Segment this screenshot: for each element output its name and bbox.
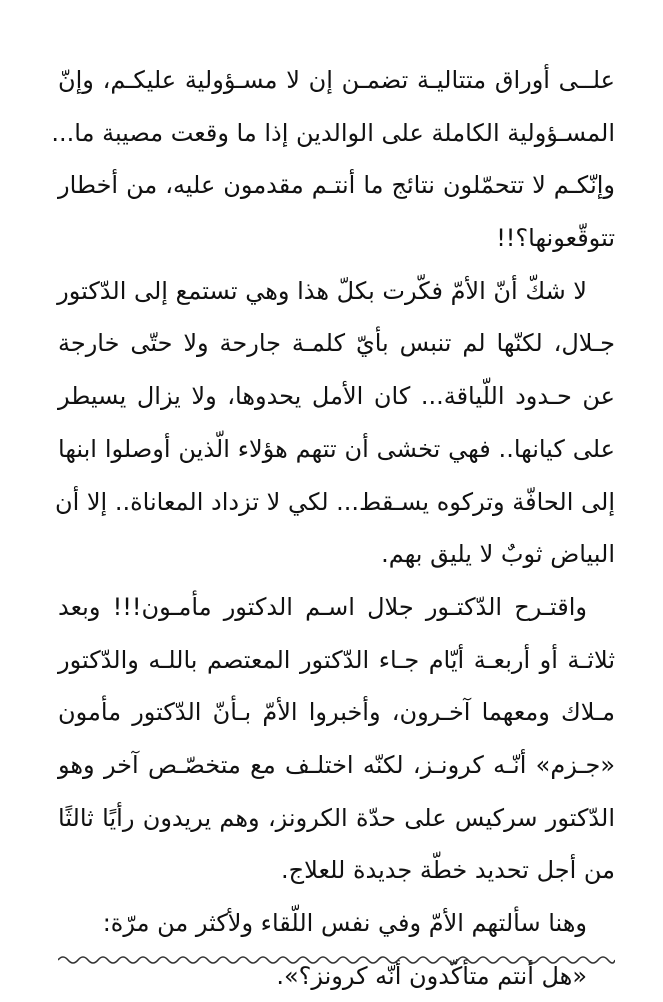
text-line: لا شكّ أنّ الأمّ فكّرت بكلّ هذا وهي تستمع إلى الدّكتور bbox=[57, 276, 587, 305]
text-line: مـلاك ومعهما آخـرون، وأخبروا الأمّ بـأنّ الدّكتور مأمون bbox=[58, 698, 615, 727]
text-line: الدّكتور سركيس على حدّة الكرونز، وهم يريدون رأيًا ثالثًا bbox=[58, 803, 615, 832]
text-line: إلى الحافّة وتركوه يسـقط... لكي لا تزداد المعاناة.. إلا أن bbox=[54, 487, 615, 516]
text-line: عن حـدود اللّياقة... كان الأمل يحدوها، ولا يزال يسيطر bbox=[58, 382, 615, 411]
text-line: واقتـرح الدّكتـور جلال اسـم الدكتور مأمـون!!! وبعد bbox=[58, 592, 587, 621]
text-line: تتوقّعونها؟!! bbox=[496, 224, 615, 253]
text-line: «هل أنتم متأكّدون أنّه كرونز؟». bbox=[276, 961, 587, 990]
body-text bbox=[51, 54, 615, 1002]
text-line: «جـزم» أنّـه كرونـز، لكنّه اختلـف مع متخصّـص آخر وهو bbox=[58, 750, 615, 779]
text-line: وهنا سألتهم الأمّ وفي نفس اللّقاء ولأكثر من مرّة: bbox=[102, 909, 587, 937]
text-line: البياض ثوبٌ لا يليق بهم. bbox=[381, 540, 615, 569]
text-line: ثلاثـة أو أربعـة أيّام جـاء الدّكتور المعتصم باللـه والدّكتور bbox=[58, 645, 615, 674]
wavy-divider bbox=[58, 952, 615, 968]
text-line: وإنّكـم لا تتحمّلون نتائج ما أنتـم مقدمون عليه، من أخطار bbox=[58, 171, 615, 200]
text-line: المسـؤولية الكاملة على الوالدين إذا ما وقعت مصيبة ما... bbox=[51, 118, 615, 147]
text-line: جـلال، لكنّها لم تنبس بأيّ كلمـة جارحة ولا حتّى خارجة bbox=[58, 329, 615, 358]
text-line: من أجل تحديد خطّة جديدة للعلاج. bbox=[281, 856, 615, 885]
text-line: على كيانها.. فهي تخشى أن تتهم هؤلاء الّذين أوصلوا ابنها bbox=[58, 434, 615, 463]
text-line: علــى أوراق متتاليـة تضمـن إن لا مسـؤولية عليكـم، وإنّ bbox=[58, 66, 615, 94]
